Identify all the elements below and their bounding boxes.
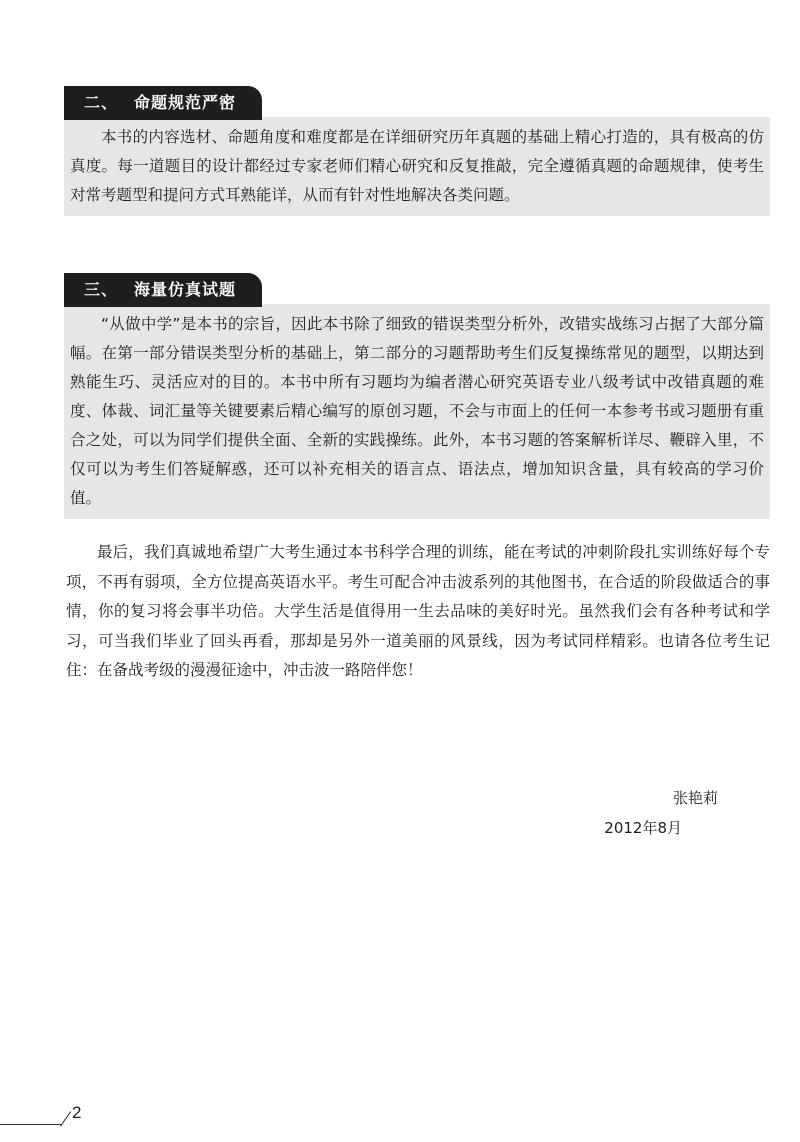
section-body-box	[64, 304, 770, 519]
section-paragraph: “从做中学”是本书的宗旨，因此本书除了细致的错误类型分析外，改错实战练习占据了大部分篇幅。在第一部分错误类型分析的基础上，第二部分的习题帮助考生们反复操练常见的题型，以期达到熟能生巧、灵活应对的目的。本书中所有习题均为编者潜心研究英语专业八级考试中改错真题的难度、体裁、词汇量等关键要素后精心编写的原创习题，不会与市面上的任何一本参考书或习题册有重合之处，可以为同学们提供全面、全新的实践操练。此外，本书习题的答案解析详尽、鞭辟入里，不仅可以为考生们答疑解惑，还可以补充相关的语言点、语法点，增加知识含量，具有较高的学习价值。	[70, 315, 764, 507]
closing-text	[66, 538, 770, 686]
signature-date: 2012年8月	[604, 819, 682, 837]
section-simulated-questions	[64, 273, 770, 519]
section-heading	[64, 273, 262, 307]
section-command-standards	[64, 86, 770, 216]
closing-paragraph: 最后，我们真诚地希望广大考生通过本书科学合理的训练，能在考试的冲刺阶段扎实训练好每个专项，不再有弱项，全方位提高英语水平。考生可配合冲击波系列的其他图书，在合适的阶段做适合的事情，你的复习将会事半功倍。大学生活是值得用一生去品味的美好时光。虽然我们会有各种考试和学习，可当我们毕业了回头再看，那却是另外一道美丽的风景线，因为考试同样精彩。也请各位考生记住：在备战考级的漫漫征途中，冲击波一路陪伴您！	[66, 543, 770, 679]
section-title: 海量仿真试题	[134, 280, 237, 299]
footer-rule	[0, 1124, 62, 1125]
page-footer	[0, 1100, 120, 1130]
footer-slash-mark	[60, 1111, 71, 1126]
section-number: 三、	[84, 280, 119, 299]
section-title: 命题规范严密	[134, 93, 237, 112]
section-paragraph: 本书的内容选材、命题角度和难度都是在详细研究历年真题的基础上精心打造的，具有极高的仿真度。每一道题目的设计都经过专家老师们精心研究和反复推敲，完全遵循真题的命题规律，使考生对常考题型和提问方式耳熟能详，从而有针对性地解决各类问题。	[70, 128, 764, 204]
section-body-box	[64, 117, 770, 216]
signature-block	[530, 783, 730, 843]
author-name: 张艳莉	[672, 789, 718, 807]
page-number: 2	[72, 1103, 82, 1122]
section-heading	[64, 86, 262, 120]
section-number: 二、	[84, 93, 119, 112]
